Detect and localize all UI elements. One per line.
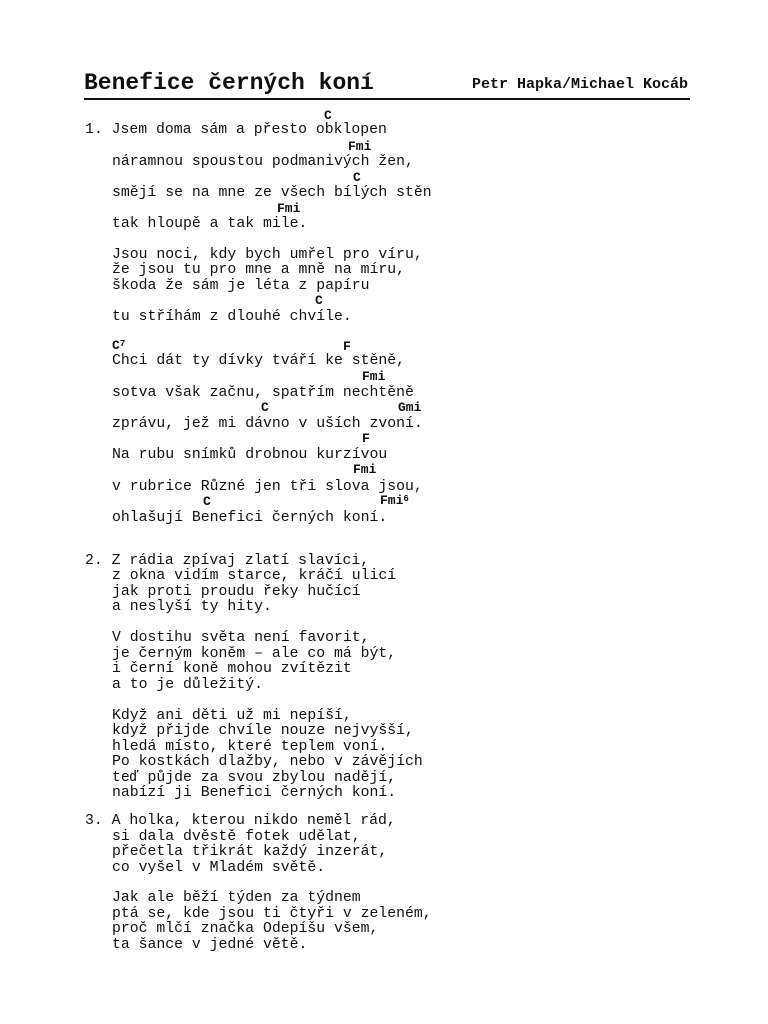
lyric-line: Když ani děti už mi nepíší, — [112, 708, 352, 724]
lyric-line: Chci dát ty dívky tváří ke stěně, — [112, 353, 406, 369]
chord: C — [315, 293, 323, 308]
chord: Fmi — [277, 201, 301, 216]
lyric-line: smějí se na mne ze všech bílých stěn — [112, 185, 432, 201]
lyric-line: proč mlčí značka Odepíšu všem, — [112, 921, 379, 937]
chord: C — [324, 108, 332, 123]
lyric-line: přečetla třikrát každý inzerát, — [112, 844, 388, 860]
chord-root: Fmi — [380, 493, 404, 508]
chord: Fmi — [362, 369, 386, 384]
chord: Gmi — [398, 400, 422, 415]
lyric-line: že jsou tu pro mne a mně na míru, — [112, 262, 406, 278]
chord: C — [353, 170, 361, 185]
lyric-line: Po kostkách dlažby, nebo v závějích — [112, 754, 423, 770]
lyric-line: Na rubu snímků drobnou kurzívou — [112, 447, 388, 463]
song-header — [84, 70, 690, 100]
chord: F — [343, 339, 351, 354]
lyric-line: ptá se, kde jsou ti čtyři v zeleném, — [112, 906, 432, 922]
chord-extension: 7 — [119, 339, 126, 349]
chord-extension: 6 — [403, 494, 409, 504]
lyric-line: teď půjde za svou zbylou nadějí, — [112, 770, 397, 786]
lyric-line: jak proti proudu řeky hučící — [112, 584, 361, 600]
chord — [112, 339, 125, 354]
lyric-line: náramnou spoustou podmanivých žen, — [112, 154, 414, 170]
lyric-line: tak hloupě a tak mile. — [112, 216, 308, 232]
chord — [380, 494, 409, 509]
lyric-line: co vyšel v Mladém světě. — [112, 860, 326, 876]
lyric-line: ohlašují Benefici černých koní. — [112, 510, 388, 526]
lyric-line: když přijde chvíle nouze nejvyšší, — [112, 723, 414, 739]
lyric-line: je černým koněm – ale co má být, — [112, 646, 397, 662]
lyric-line: hledá místo, které teplem voní. — [112, 739, 388, 755]
lyric-line: 3. A holka, kterou nikdo neměl rád, — [85, 813, 396, 829]
chord: F — [362, 431, 370, 446]
lyric-line: V dostihu světa není favorit, — [112, 630, 370, 646]
lyric-line: zprávu, jež mi dávno v uších zvoní. — [112, 416, 423, 432]
song-authors: Petr Hapka/Michael Kocáb — [471, 76, 688, 93]
chord: Fmi — [348, 139, 372, 154]
lyric-line: a neslyší ty hity. — [112, 599, 272, 615]
lyric-line: škoda že sám je léta z papíru — [112, 278, 370, 294]
chord: C — [261, 400, 269, 415]
lyric-line: 1. Jsem doma sám a přesto obklopen — [85, 122, 387, 138]
chord: C — [203, 494, 211, 509]
lyric-line: 2. Z rádia zpívaj zlatí slavíci, — [85, 553, 370, 569]
lyric-line: i černí koně mohou zvítězit — [112, 661, 352, 677]
lyric-line: si dala dvěstě fotek udělat, — [112, 829, 361, 845]
lyric-line: ta šance v jedné větě. — [112, 937, 308, 953]
chord: Fmi — [353, 462, 377, 477]
song-title: Benefice černých koní — [84, 70, 374, 96]
lyric-line: sotva však začnu, spatřím nechtěně — [112, 385, 414, 401]
lyric-line: v rubrice Různé jen tři slova jsou, — [112, 479, 423, 495]
lyric-line: Jak ale běží týden za týdnem — [112, 890, 361, 906]
lyric-line: a to je důležitý. — [112, 677, 263, 693]
chord-root: C — [112, 338, 120, 353]
lyric-line: z okna vidím starce, kráčí ulicí — [112, 568, 397, 584]
lyric-line: nabízí ji Benefici černých koní. — [112, 785, 397, 801]
lyric-line: Jsou noci, kdy bych umřel pro víru, — [112, 247, 423, 263]
lyric-line: tu stříhám z dlouhé chvíle. — [112, 309, 352, 325]
